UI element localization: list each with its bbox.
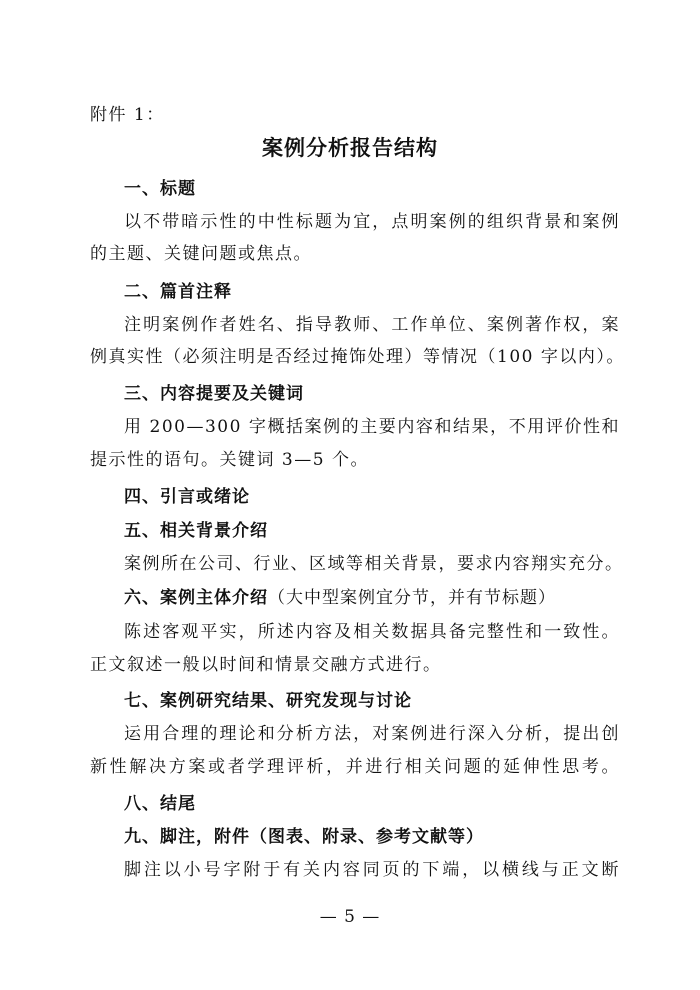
section-heading-note: （大中型案例宜分节，并有节标题） <box>268 588 556 608</box>
section-body-line: 的主题、关键问题或焦点。 <box>90 244 312 264</box>
section-heading-background: 五、相关背景介绍 <box>124 521 268 541</box>
page-number: — 5 — <box>319 907 381 927</box>
section-body-line: 注明案例作者姓名、指导教师、工作单位、案例著作权，案 <box>124 315 620 335</box>
section-body-line: 正文叙述一般以时间和情景交融方式进行。 <box>90 655 442 675</box>
section-heading-conclusion: 八、结尾 <box>124 794 196 814</box>
section-body-line: 陈述客观平实，所述内容及相关数据具备完整性和一致性。 <box>124 622 620 642</box>
section-heading-results-discussion: 七、案例研究结果、研究发现与讨论 <box>124 691 412 711</box>
document-title: 案例分析报告结构 <box>262 136 438 160</box>
section-heading-preface-notes: 二、篇首注释 <box>124 282 232 302</box>
section-heading-case-body: 六、案例主体介绍 <box>124 588 268 608</box>
section-body-line: 提示性的语句。关键词 3—5 个。 <box>90 450 369 470</box>
section-body-line: 案例所在公司、行业、区域等相关背景，要求内容翔实充分。 <box>124 554 624 574</box>
section-body-line: 以不带暗示性的中性标题为宜，点明案例的组织背景和案例 <box>124 212 620 232</box>
section-body-line: 用 200—300 字概括案例的主要内容和结果，不用评价性和 <box>124 417 620 437</box>
section-heading-introduction: 四、引言或绪论 <box>124 487 250 507</box>
section-heading-abstract-keywords: 三、内容提要及关键词 <box>124 384 304 404</box>
section-body-line: 脚注以小号字附于有关内容同页的下端，以横线与正文断 <box>124 860 620 880</box>
section-heading-title: 一、标题 <box>124 179 196 199</box>
section-body-line: 新性解决方案或者学理评析，并进行相关问题的延伸性思考。 <box>90 757 620 777</box>
attachment-label: 附件 1： <box>90 105 165 125</box>
section-body-line: 例真实性（必须注明是否经过掩饰处理）等情况（100 字以内）。 <box>90 347 625 367</box>
section-heading-case-body-row <box>124 587 620 609</box>
section-heading-footnotes-appendix: 九、脚注，附件（图表、附录、参考文献等） <box>124 827 484 847</box>
section-body-line: 运用合理的理论和分析方法，对案例进行深入分析，提出创 <box>124 724 620 744</box>
